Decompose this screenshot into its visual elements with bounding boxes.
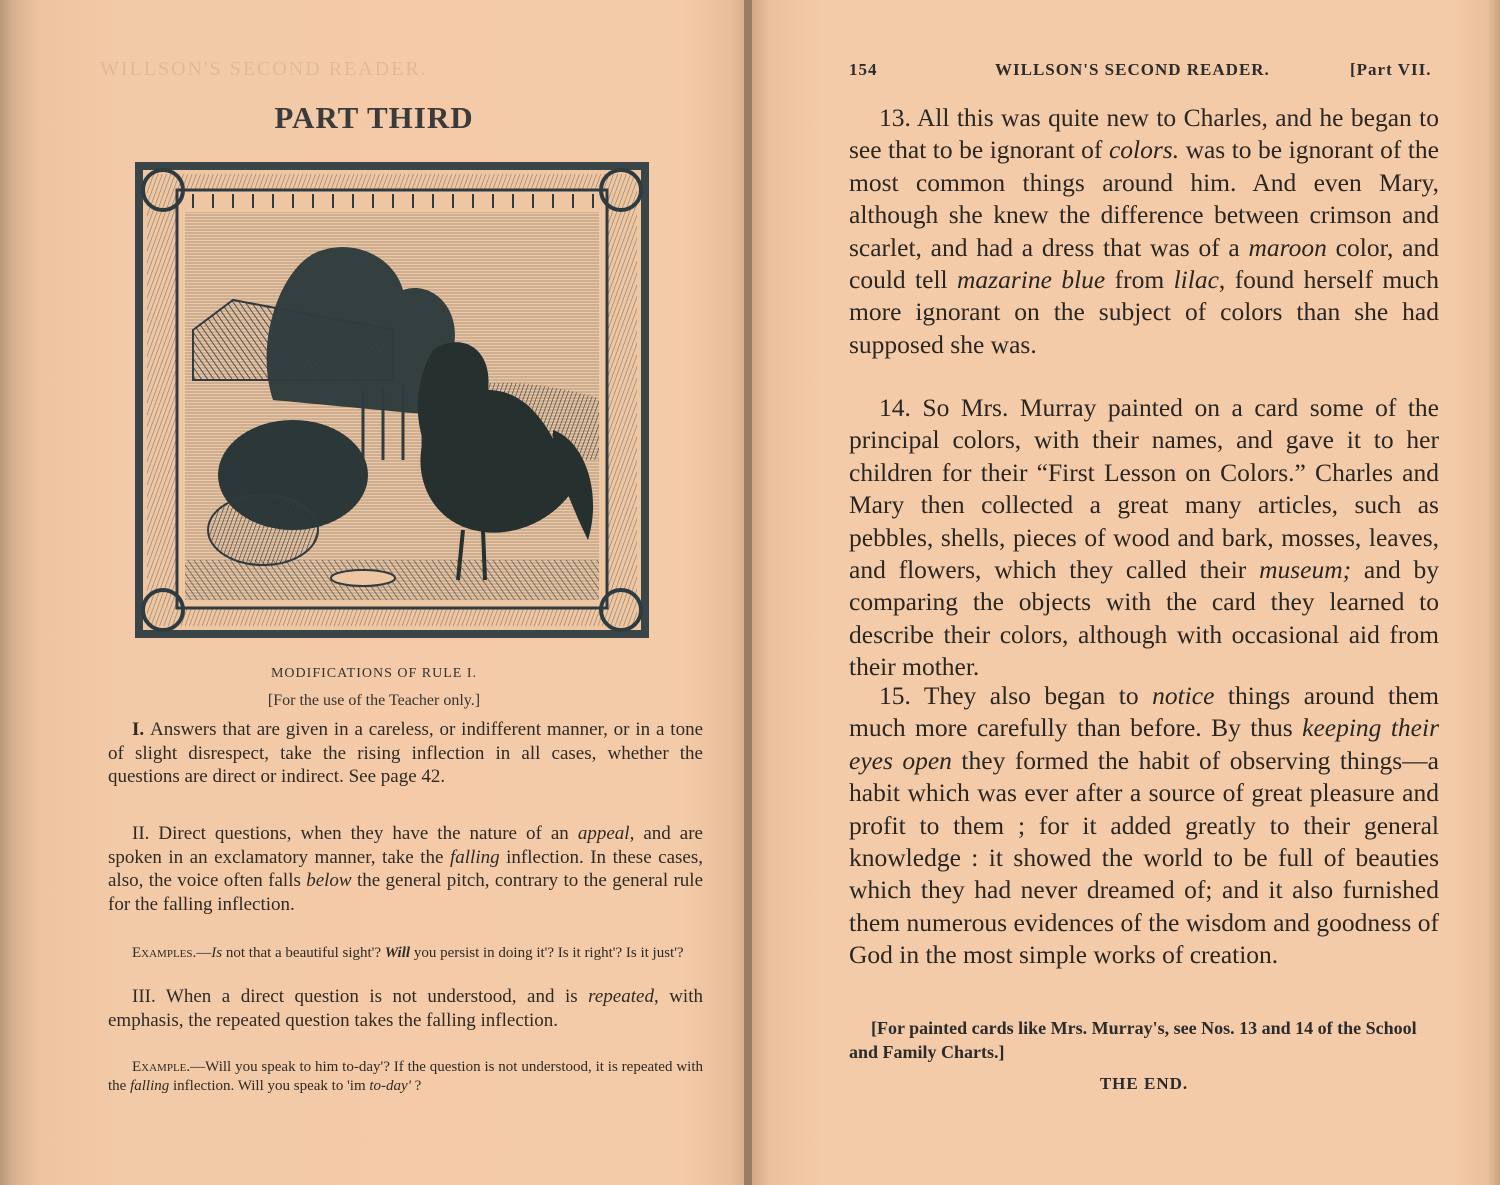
footnote: [For painted cards like Mrs. Murray's, see Nos. 13 and 14 of the School and Family Charts.] (849, 1018, 1417, 1062)
text-run: , and are spoken in an exclamatory manner, take the (108, 823, 703, 868)
text-run: 15. They also began to (879, 681, 1153, 710)
example-label: Example. (132, 1059, 191, 1075)
paragraph-14 (849, 392, 1439, 684)
italic-run: repeated (588, 986, 654, 1007)
text-run: , found herself much more ignorant on the subject of colors than she had supposed she was. (849, 265, 1439, 359)
italic-run: appeal (577, 823, 630, 844)
page-number: 154 (849, 60, 878, 79)
text-run: from (1105, 265, 1174, 295)
text-run: the general pitch, contrary to the general rule for the falling inflection. (108, 870, 703, 915)
paragraph-15 (849, 680, 1439, 972)
italic-run: keeping their eyes open (849, 713, 1439, 775)
text-run: —Will you speak to him to-day'? If the question is not understood, it is repeated with the (108, 1059, 703, 1094)
text-run: ? (410, 1078, 422, 1094)
text-run: III. When a direct question is not understood, and is (132, 986, 589, 1007)
text-run: they formed the habit of observing things—a habit which was ever after a source of great pleasure and profit to them ; for it added greatly to their general knowledge : it showed the world to be full of beauties which they had never dreamed of; and it also furnished them numerous evidences of the wisdom and goodness of God in the most simple works of creation. (849, 745, 1439, 970)
italic-run: to-day' (369, 1078, 411, 1094)
paragraph-13 (849, 102, 1439, 361)
text-run: inflection. Will you speak to 'im (169, 1078, 370, 1094)
part-label: [Part VII. (1350, 60, 1432, 79)
left-page (0, 0, 748, 1185)
text-run: inflection. In these cases, also, the voice often falls (108, 846, 703, 891)
text-run: and by comparing the objects with the card they learned to describe their colors, although with occasional aid from their mother. (849, 555, 1439, 682)
italic-run: falling (130, 1078, 170, 1094)
italic-run: lilac (1173, 265, 1219, 295)
examples-label: Examples. (132, 945, 197, 961)
page-title: PART THIRD (274, 100, 474, 135)
text-run: 14. So Mrs. Murray painted on a card some of the principal colors, with their names, and gave it to her children for their “First Lesson on Colors.” Charles and Mary then collected a great many articles, such as pebbles, shells, pieces of wood and bark, mosses, leaves, and flowers, which they called their (849, 393, 1439, 585)
italic-run: Will (384, 945, 411, 961)
text-run: was to be ignorant of the most common things around him. And even Mary, although she knew the difference between crimson and scarlet, and had a dress that was of a (849, 135, 1440, 262)
italic-run: notice (1152, 681, 1215, 710)
examples-1 (108, 944, 703, 963)
paragraph-iii (108, 985, 703, 1032)
paragraph-i (108, 718, 703, 789)
text-run: 13. All this was quite new to Charles, and he began to see that to be ignorant of (849, 103, 1439, 165)
italic-run: below (306, 870, 352, 891)
example-2 (108, 1058, 703, 1096)
italic-run: Is (211, 945, 223, 961)
paragraph-i-text: Answers that are given in a careless, or indifferent manner, or in a tone of slight disrespect, take the rising inflection in all cases, whether the questions are direct or indirect. See page 42. (108, 719, 703, 787)
italic-run: maroon (1248, 232, 1327, 262)
italic-run: museum; (1259, 555, 1352, 585)
text-run: color, and could tell (849, 232, 1439, 295)
italic-run: colors. (1108, 135, 1180, 165)
running-head: WILLSON'S SECOND READER. (995, 60, 1270, 79)
bleed-through-header: WILLSON'S SECOND READER. (100, 58, 428, 80)
text-run: — (196, 945, 212, 961)
rooster-engraving (133, 160, 651, 640)
italic-run: falling (449, 846, 500, 868)
text-run: you persist in doing it'? Is it right'? Is it just'? (410, 945, 684, 961)
section-heading: MODIFICATIONS OF RULE I. (270, 666, 477, 681)
text-run: things around them much more carefully than before. By thus (849, 681, 1440, 743)
teacher-note: [For the use of the Teacher only.] (267, 692, 481, 709)
text-run: not that a beautiful sight'? (222, 945, 385, 961)
italic-run: mazarine blue (957, 265, 1106, 295)
paragraph-i-lead: I. (132, 719, 151, 740)
text-run: II. Direct questions, when they have the nature of an (132, 823, 578, 844)
paragraph-ii (108, 822, 703, 916)
text-run: , with emphasis, the repeated question takes the falling inflection. (108, 986, 703, 1031)
the-end: THE END. (1099, 1074, 1189, 1093)
